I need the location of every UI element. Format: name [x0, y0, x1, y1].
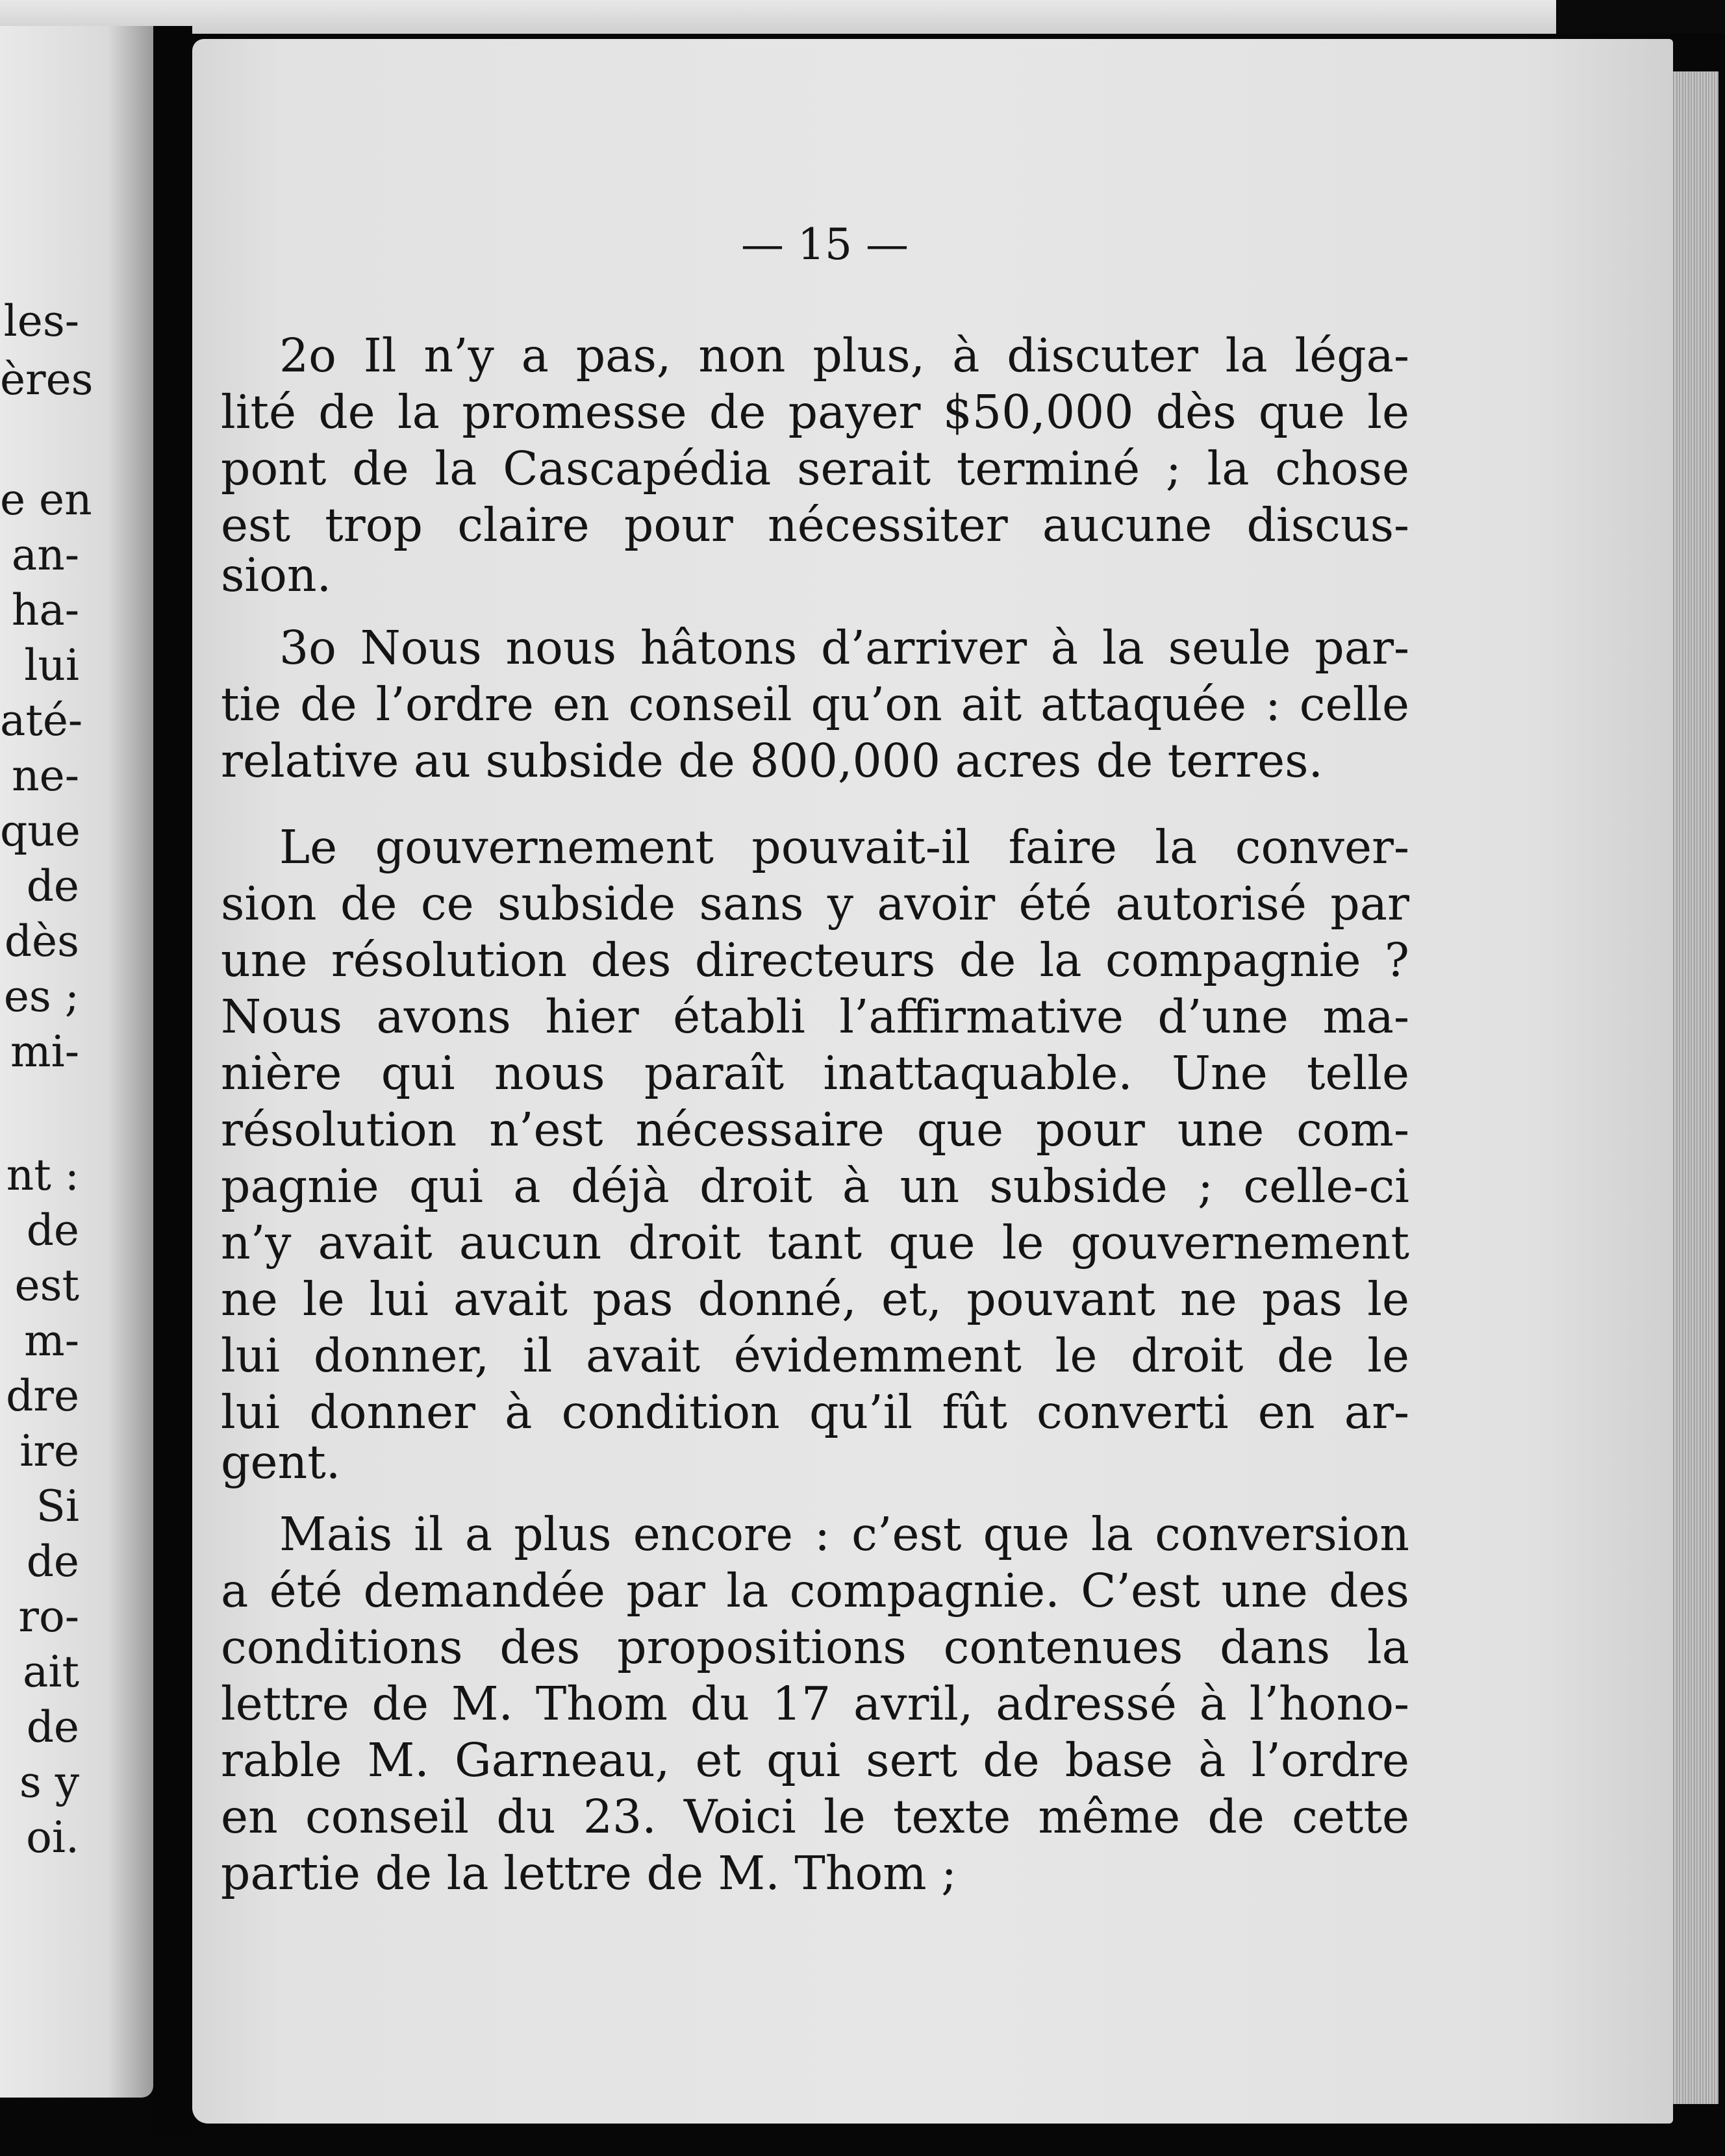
text-line: relative au subside de 800,000 acres de terres.: [221, 734, 1324, 788]
text-line: sion.: [221, 548, 332, 602]
facing-fragment: s y: [19, 1757, 79, 1807]
facing-fragment: ha-: [11, 585, 79, 635]
text-line: 3o Nous nous hâtons d’arriver à la seule par-: [279, 621, 1409, 675]
facing-fragment: de: [26, 1702, 79, 1752]
text-line: n’y avait aucun droit tant que le gouvernement: [221, 1216, 1409, 1270]
text-line: pagnie qui a déjà droit à un subside ; celle-ci: [221, 1159, 1409, 1213]
facing-fragment: les-: [3, 296, 79, 346]
facing-fragment: até-: [0, 696, 83, 746]
facing-fragment: ne-: [12, 751, 79, 801]
text-line: conditions des propositions contenues dans la: [221, 1620, 1409, 1674]
text-line: nière qui nous paraît inattaquable. Une telle: [221, 1046, 1409, 1100]
text-line: sion de ce subside sans y avoir été autorisé par: [221, 877, 1409, 931]
text-line: a été demandée par la compagnie. C’est une des: [221, 1564, 1409, 1618]
facing-fragment: nt :: [6, 1150, 79, 1200]
text-line: Mais il a plus encore : c’est que la conversion: [279, 1507, 1409, 1561]
text-line: lettre de M. Thom du 17 avril, adressé à l’hono-: [221, 1677, 1409, 1731]
text-line: partie de la lettre de M. Thom ;: [221, 1846, 957, 1900]
facing-fragment: oi.: [26, 1812, 79, 1862]
text-line: lui donner à condition qu’il fût converti en ar-: [221, 1385, 1409, 1439]
facing-fragment: de: [26, 1536, 79, 1586]
text-line: en conseil du 23. Voici le texte même de cette: [221, 1790, 1409, 1844]
facing-fragment: est: [14, 1260, 79, 1310]
text-line: Nous avons hier établi l’affirmative d’une ma-: [221, 990, 1409, 1044]
text-line: est trop claire pour nécessiter aucune discus-: [221, 498, 1409, 552]
text-line: rable M. Garneau, et qui sert de base à l’ordre: [221, 1733, 1409, 1787]
text-line: pont de la Cascapédia serait terminé ; la chose: [221, 442, 1409, 495]
facing-fragment: de: [26, 861, 79, 911]
text-line: lité de la promesse de payer $50,000 dès que le: [221, 385, 1409, 439]
facing-fragment: e en: [0, 475, 92, 525]
text-line: une résolution des directeurs de la compagnie ?: [221, 933, 1409, 987]
facing-fragment: dre: [6, 1371, 79, 1421]
text-line: tie de l’ordre en conseil qu’on ait attaquée : celle: [221, 677, 1409, 731]
page-number: — 15 —: [741, 219, 909, 270]
text-line: gent.: [221, 1435, 341, 1489]
text-line: résolution n’est nécessaire que pour une com-: [221, 1103, 1409, 1157]
film-margin: [0, 0, 1725, 34]
text-line: ne le lui avait pas donné, et, pouvant ne pas le: [221, 1272, 1409, 1326]
facing-fragment: de: [26, 1205, 79, 1255]
book-gutter: [153, 26, 192, 2130]
facing-fragment: mi-: [10, 1027, 79, 1077]
facing-fragment: ait: [23, 1647, 79, 1697]
facing-fragment: ire: [19, 1426, 79, 1476]
text-line: Le gouvernement pouvait-il faire la conver-: [279, 820, 1409, 874]
film-corner: [1556, 0, 1725, 34]
page-edges: [1673, 71, 1719, 2104]
facing-fragment: an-: [11, 530, 79, 580]
facing-fragment: que: [0, 806, 81, 856]
facing-fragment: dès: [4, 916, 79, 966]
facing-fragment: m-: [24, 1316, 79, 1366]
facing-fragment: ro-: [18, 1592, 79, 1642]
facing-fragment: Si: [36, 1481, 79, 1531]
text-line: lui donner, il avait évidemment le droit de le: [221, 1329, 1409, 1383]
facing-fragment: lui: [24, 640, 79, 690]
facing-fragment: es ;: [3, 971, 79, 1022]
facing-fragment: ères: [0, 355, 94, 405]
text-line: 2o Il n’y a pas, non plus, à discuter la léga-: [279, 329, 1409, 382]
